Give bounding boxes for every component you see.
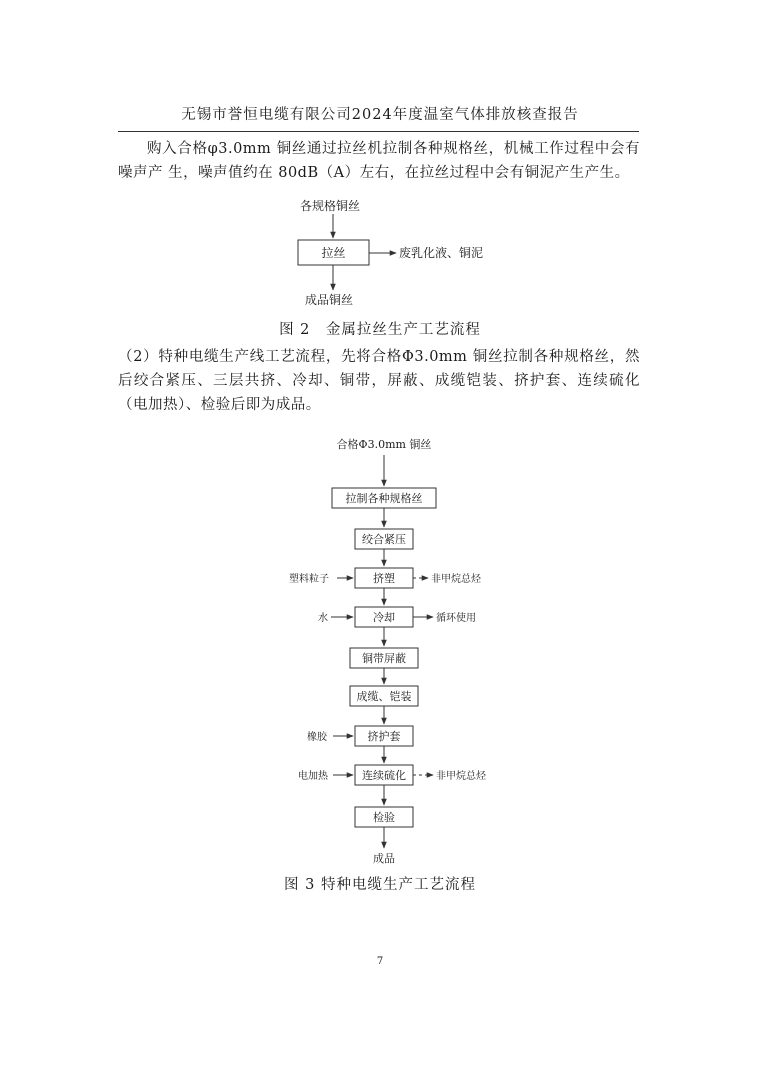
fig3-step-strand-label: 绞合紧压: [362, 533, 406, 546]
page-number: 7: [376, 956, 384, 967]
figure-3-caption: 图 3 特种电缆生产工艺流程: [284, 877, 476, 893]
fig3-step-vulcanize-label: 连续硫化: [362, 769, 406, 782]
fig3-output-voc-2: 非甲烷总烃: [436, 771, 486, 782]
fig3-step-draw-label: 拉制各种规格丝: [345, 492, 423, 505]
page-header: 无锡市誉恒电缆有限公司2024年度温室气体排放核查报告: [181, 107, 579, 123]
fig3-step-extrude-label: 挤塑: [373, 572, 395, 585]
fig3-output-voc-1: 非甲烷总烃: [431, 574, 481, 585]
fig3-input-water: 水: [318, 613, 328, 624]
fig3-output-recycle: 循环使用: [436, 613, 476, 624]
fig2-output-label: 成品铜丝: [305, 293, 354, 307]
figure-2-caption: 图 2 金属拉丝生产工艺流程: [279, 322, 481, 338]
fig3-input-heat: 电加热: [298, 771, 328, 782]
fig3-step-armor-label: 成缆、铠装: [356, 690, 412, 703]
fig2-input-label: 各规格铜丝: [300, 199, 361, 213]
fig2-process-label: 拉丝: [321, 246, 346, 260]
fig3-step-inspect-label: 检验: [373, 811, 395, 824]
fig3-input-plastic: 塑料粒子: [289, 574, 329, 585]
fig3-input-label: 合格Φ3.0mm 铜丝: [336, 438, 432, 451]
fig3-step-shield-label: 铜带屏蔽: [362, 652, 406, 665]
paragraph-wire-drawing: 购入合格φ3.0mm 铜丝通过拉丝机拉制各种规格丝，机械工作过程中会有噪声产 生，噪声值约在 80dB（A）左右，在拉丝过程中会有铜泥产生产生。: [118, 141, 640, 181]
fig3-step-sheath-label: 挤护套: [367, 730, 401, 743]
fig2-byproduct-label: 废乳化液、铜泥: [399, 246, 484, 260]
fig3-step-cool-label: 冷却: [373, 611, 395, 624]
paragraph-special-cable: （2）特种电缆生产线工艺流程，先将合格Φ3.0mm 铜丝拉制各种规格丝，然后绞合紧压、三层共挤、冷却、铜带，屏蔽、成缆铠装、挤护套、连续硫化（电加热）、检验后即为成品。: [118, 349, 640, 413]
fig3-input-rubber: 橡胶: [307, 732, 327, 743]
fig3-output-label: 成品: [373, 852, 395, 865]
